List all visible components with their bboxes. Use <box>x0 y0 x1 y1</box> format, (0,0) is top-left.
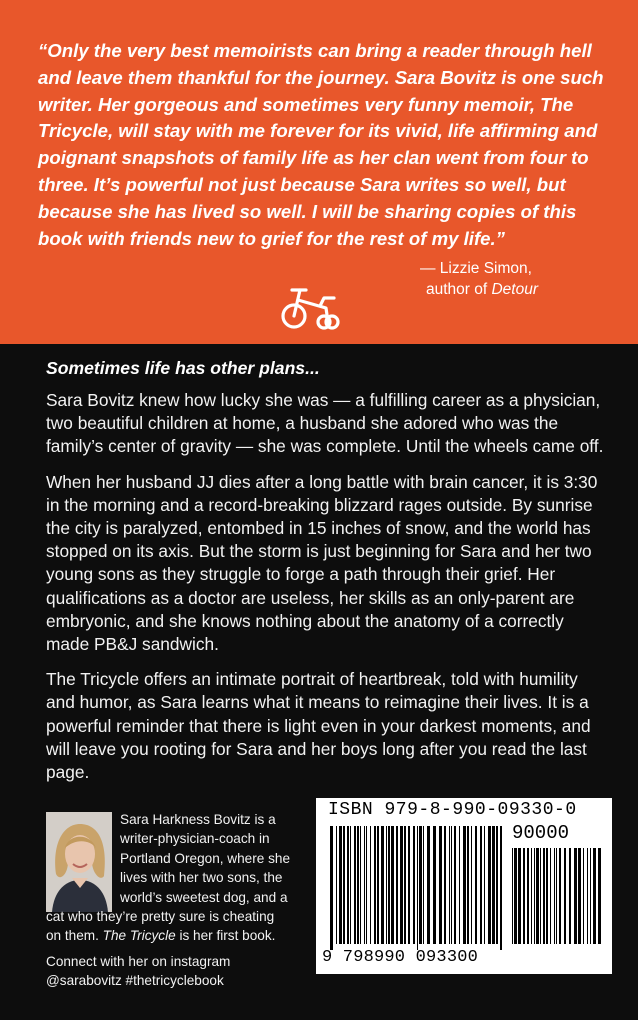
barcode-bar <box>496 826 498 944</box>
barcode-bar <box>357 826 359 944</box>
price-addon-bars <box>512 848 601 944</box>
barcode-bar <box>523 848 525 944</box>
credit-prefix: author of <box>425 281 492 298</box>
isbn-label: ISBN 979-8-990-09330-0 <box>328 800 577 820</box>
barcode-bar <box>427 826 430 944</box>
endorsement-quote: “Only the very best memoirists can bring a reader through hell and leave them thankful for the journey. Sara Bovitz is one such writer. Her gorgeous and sometimes very funny memoir, The Tricycle, will stay with me forever for its vivid, life affirming and poignant snapshots of family life as her clan went from four to three. It’s powerful not just because Sara writes so well, but because she has lived so well. I will be sharing copies of this book with friends new to grief for the rest of my life.” <box>38 40 604 249</box>
barcode-bar <box>536 848 539 944</box>
barcode-bar <box>444 826 446 944</box>
barcode-bar <box>433 826 436 944</box>
barcode-bar <box>404 826 406 944</box>
barcode-bar <box>343 826 345 944</box>
barcode-bar <box>339 826 342 944</box>
barcode-bar <box>471 826 472 944</box>
synopsis-paragraph: Sara Bovitz knew how lucky she was — a fulfilling career as a physician, two beautiful children at home, a husband she adored who was the family’s center of gravity — she was complete. Until the wheels came off. <box>46 390 604 457</box>
barcode-bar <box>556 848 557 944</box>
barcode-bar <box>559 848 561 944</box>
barcode-bar <box>574 848 577 944</box>
barcode-bar <box>330 826 333 950</box>
barcode-bar <box>408 826 410 944</box>
barcode-bar <box>593 848 596 944</box>
barcode-bar <box>598 848 601 944</box>
barcode-bar <box>587 848 588 944</box>
barcode-bar <box>546 848 548 944</box>
barcode-bar <box>540 848 541 944</box>
barcode-bar <box>336 826 337 944</box>
barcode-bar <box>454 826 456 944</box>
tagline: Sometimes life has other plans... <box>46 358 320 378</box>
barcode-bar <box>347 826 349 944</box>
bio-line-last <box>46 926 316 945</box>
barcode-bar <box>578 848 581 944</box>
barcode-bar <box>364 826 365 944</box>
barcode-bar <box>459 826 460 944</box>
bio-line: writer-physician-coach in <box>120 831 270 847</box>
author-bio <box>46 810 316 946</box>
bio-line: Sara Harkness Bovitz is a <box>120 812 276 827</box>
barcode-bar <box>518 848 521 944</box>
ean-bars <box>330 826 502 950</box>
bio-line: world’s sweetest dog, and a <box>120 889 288 905</box>
price-code: 90000 <box>512 822 570 844</box>
barcode-bar <box>531 848 532 944</box>
quote-attribution <box>420 258 538 300</box>
connect-line: Connect with her on instagram <box>46 954 231 969</box>
barcode-bar <box>514 848 517 944</box>
barcode-bar <box>439 826 442 944</box>
barcode-bar <box>381 826 384 944</box>
barcode-bar <box>360 826 361 944</box>
barcode-bar <box>484 826 485 944</box>
barcode-bar <box>512 848 513 944</box>
credit-book: Detour <box>491 281 538 298</box>
instagram-handles: @sarabovitz #thetricyclebook <box>46 973 224 988</box>
barcode-bar <box>554 848 555 944</box>
barcode-bar <box>463 826 466 944</box>
quote-author-credit <box>420 279 538 300</box>
barcode-bar <box>467 826 469 944</box>
barcode-bar <box>492 826 495 944</box>
ean-digits: 9 798990 093300 <box>322 948 479 967</box>
barcode-bar <box>590 848 591 944</box>
barcode-bar <box>583 848 584 944</box>
synopsis-paragraph: The Tricycle offers an intimate portrait of heartbreak, told with humility and humor, as Sara learns what it means to reimagine their lives. It is a powerful reminder that there is light even in your darkest moments, and will leave you rooting for Sara and her boys long after you read the last page. <box>46 669 591 783</box>
barcode-bar <box>391 826 394 944</box>
bio-book-title: The Tricycle <box>102 928 176 944</box>
synopsis <box>46 358 608 796</box>
barcode-bar <box>534 848 535 944</box>
isbn-barcode <box>316 798 612 974</box>
barcode-bar <box>423 826 424 944</box>
barcode-bar <box>449 826 450 944</box>
barcode-bar <box>417 826 418 950</box>
barcode-bar <box>413 826 415 944</box>
barcode-bar <box>374 826 376 944</box>
barcode-bar <box>527 848 529 944</box>
barcode-bar <box>550 848 551 944</box>
barcode-bar <box>564 848 566 944</box>
barcode-bar <box>354 826 356 944</box>
barcode-bar <box>475 826 477 944</box>
quote-author: — Lizzie Simon, <box>419 260 532 277</box>
barcode-bar <box>370 826 371 944</box>
bio-last-suffix: is her first book. <box>175 928 276 944</box>
quote-panel <box>0 0 638 344</box>
bio-line: lives with her two sons, the <box>120 870 283 886</box>
bio-line: cat who they’re pretty sure is cheating <box>46 909 275 925</box>
social-connect <box>46 952 316 990</box>
synopsis-paragraph: When her husband JJ dies after a long battle with brain cancer, it is 3:30 in the morning and a record-breaking blizzard rages outside. By sunrise the city is paralyzed, entombed in 15 inches of snow, and the world has stopped on its axis. But the storm is just beginning for Sara and her two young sons as they struggle to forge a path through their grief. Her qualifications as a doctor are useless, her skills as an only-parent are embryonic, and she knows nothing about the anatomy of a correctly made PB&J sandwich. <box>46 471 598 655</box>
barcode-bar <box>451 826 452 944</box>
barcode-bar <box>488 826 491 944</box>
barcode-bar <box>543 848 545 944</box>
tricycle-icon <box>280 282 344 334</box>
barcode-bar <box>500 826 502 950</box>
barcode-bar <box>400 826 403 944</box>
barcode-bar <box>386 826 387 944</box>
barcode-bar <box>366 826 367 944</box>
bio-line: Portland Oregon, where she <box>120 850 291 866</box>
barcode-bar <box>377 826 379 944</box>
barcode-bar <box>480 826 482 944</box>
barcode-bar <box>388 826 390 944</box>
bio-last-prefix: on them. <box>46 928 103 944</box>
barcode-bar <box>569 848 571 944</box>
barcode-bar <box>419 826 422 944</box>
barcode-bar <box>396 826 398 944</box>
barcode-bar <box>350 826 351 944</box>
